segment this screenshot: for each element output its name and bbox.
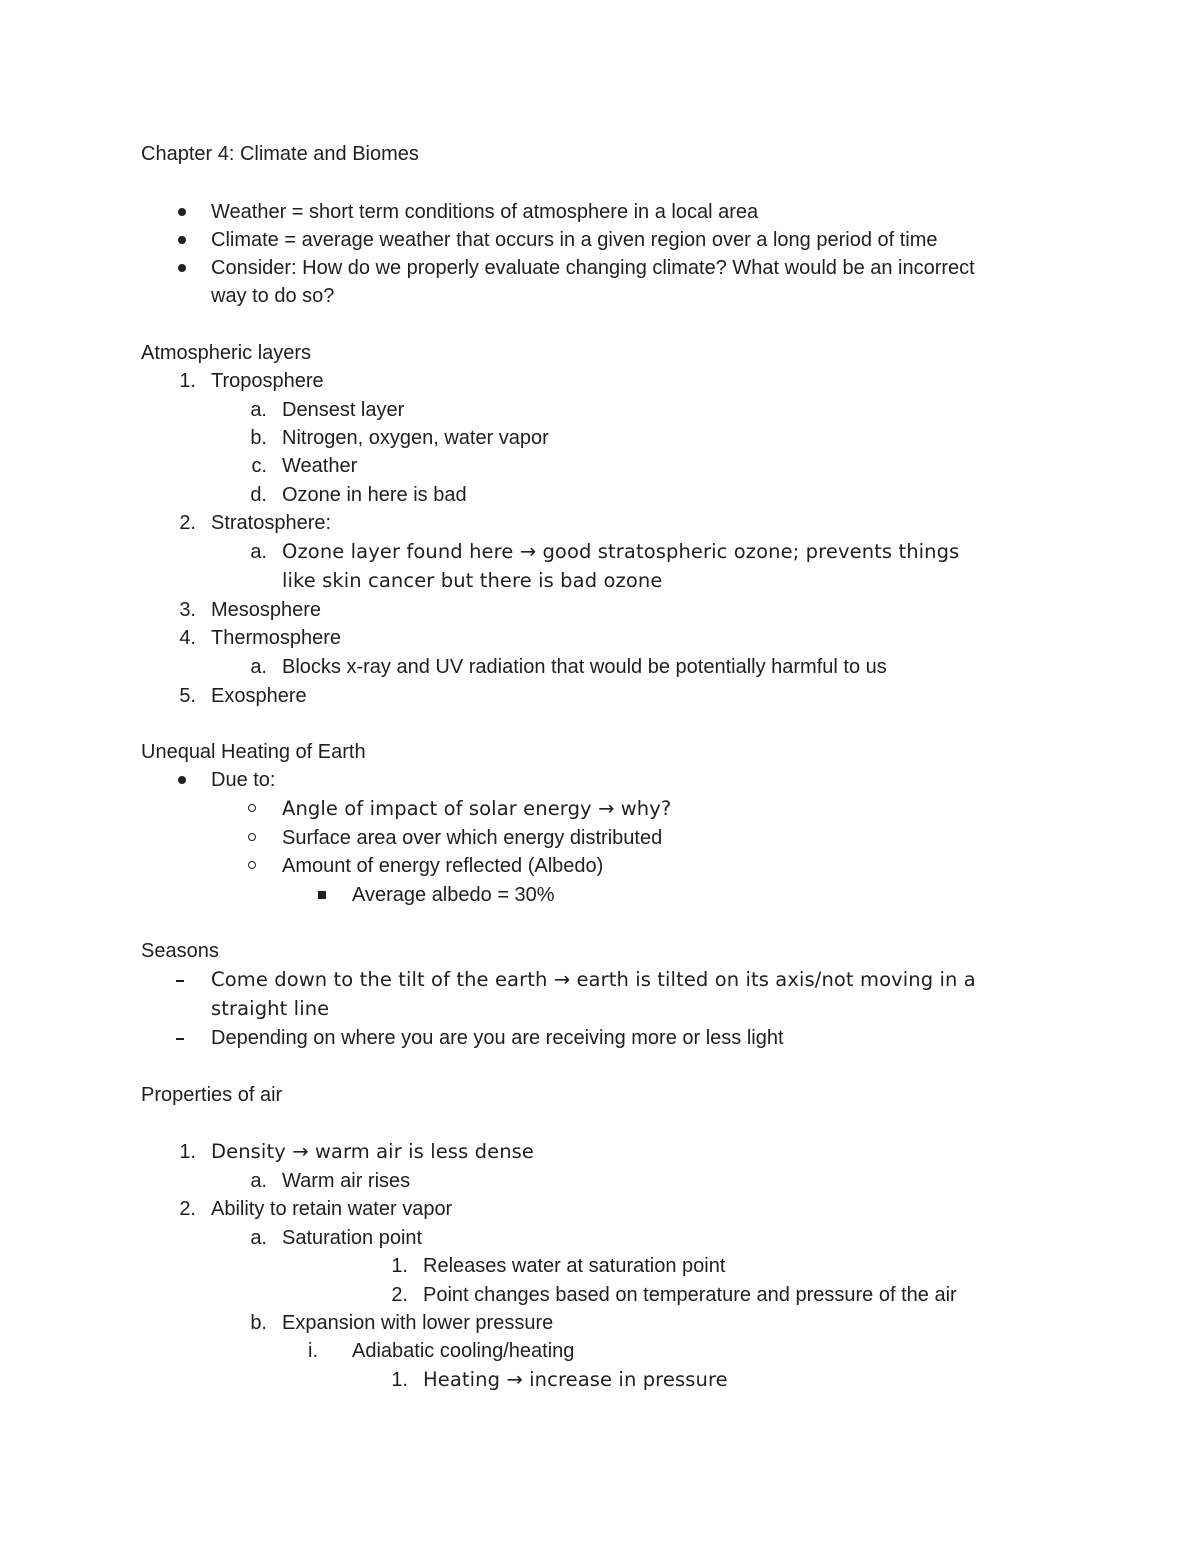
- section-heading-air: Properties of air: [141, 1084, 283, 1106]
- heating-factor: Amount of energy reflected (Albedo): [282, 855, 604, 877]
- seasons-item: Depending on where you are you are receiving more or less light: [211, 1027, 784, 1049]
- bullet-icon: [178, 208, 186, 216]
- hollow-bullet-icon: [248, 804, 256, 812]
- list-letter: a.: [250, 399, 267, 421]
- list-roman: i.: [308, 1340, 318, 1362]
- list-number: 4.: [179, 627, 196, 649]
- intro-item: Consider: How do we properly evaluate changing climate? What would be an incorrect: [211, 257, 975, 279]
- hollow-bullet-icon: [248, 861, 256, 869]
- air-retain: Ability to retain water vapor: [211, 1198, 453, 1220]
- stratosphere-note-continuation: like skin cancer but there is bad ozone: [282, 569, 663, 592]
- thermosphere-note: Blocks x-ray and UV radiation that would be potentially harmful to us: [282, 656, 887, 678]
- square-bullet-icon: [318, 891, 326, 899]
- density-note: Warm air rises: [282, 1170, 411, 1192]
- list-letter: a.: [250, 1170, 267, 1192]
- list-letter: d.: [250, 484, 267, 506]
- intro-item: Climate = average weather that occurs in a given region over a long period of time: [211, 229, 938, 251]
- list-number: 2.: [391, 1284, 408, 1306]
- heating-due: Due to:: [211, 769, 276, 791]
- bullet-icon: [178, 236, 186, 244]
- troposphere-note: Nitrogen, oxygen, water vapor: [282, 427, 549, 449]
- heating-factor: Surface area over which energy distributed: [282, 827, 663, 849]
- seasons-item: Come down to the tilt of the earth → earth is tilted on its axis/not moving in a: [211, 968, 976, 991]
- list-letter: a.: [250, 1227, 267, 1249]
- section-heading-heating: Unequal Heating of Earth: [141, 741, 366, 763]
- layer-exosphere: Exosphere: [211, 685, 307, 707]
- list-letter: a.: [250, 656, 267, 678]
- list-number: 1.: [179, 370, 196, 392]
- list-letter: c.: [251, 455, 267, 477]
- list-number: 5.: [179, 685, 196, 707]
- list-number: 1.: [391, 1255, 408, 1277]
- list-letter: b.: [250, 427, 267, 449]
- heating-pressure-note: Heating → increase in pressure: [423, 1368, 728, 1391]
- section-heading-seasons: Seasons: [141, 940, 219, 962]
- expansion-note: Expansion with lower pressure: [282, 1312, 554, 1334]
- list-number: 2.: [179, 512, 196, 534]
- intro-item-continuation: way to do so?: [211, 285, 335, 307]
- section-heading-atmospheric: Atmospheric layers: [141, 342, 312, 364]
- layer-thermosphere: Thermosphere: [211, 627, 342, 649]
- dash-bullet-icon: [176, 980, 184, 982]
- list-letter: b.: [250, 1312, 267, 1334]
- layer-stratosphere: Stratosphere:: [211, 512, 332, 534]
- layer-mesosphere: Mesosphere: [211, 599, 322, 621]
- troposphere-note: Densest layer: [282, 399, 405, 421]
- saturation-note: Point changes based on temperature and pressure of the air: [423, 1284, 957, 1306]
- albedo-note: Average albedo = 30%: [352, 884, 555, 906]
- list-number: 1.: [391, 1369, 408, 1391]
- saturation-point: Saturation point: [282, 1227, 423, 1249]
- list-number: 1.: [179, 1141, 196, 1163]
- page-title: Chapter 4: Climate and Biomes: [141, 143, 419, 165]
- dash-bullet-icon: [176, 1038, 184, 1040]
- troposphere-note: Ozone in here is bad: [282, 484, 467, 506]
- bullet-icon: [178, 264, 186, 272]
- saturation-note: Releases water at saturation point: [423, 1255, 726, 1277]
- stratosphere-note: Ozone layer found here → good stratospheric ozone; prevents things: [282, 540, 960, 563]
- list-letter: a.: [250, 541, 267, 563]
- adiabatic-note: Adiabatic cooling/heating: [352, 1340, 575, 1362]
- troposphere-note: Weather: [282, 455, 358, 477]
- layer-troposphere: Troposphere: [211, 370, 324, 392]
- list-number: 3.: [179, 599, 196, 621]
- bullet-icon: [178, 776, 186, 784]
- list-number: 2.: [179, 1198, 196, 1220]
- heating-factor: Angle of impact of solar energy → why?: [282, 797, 672, 820]
- seasons-item-continuation: straight line: [211, 997, 330, 1020]
- hollow-bullet-icon: [248, 833, 256, 841]
- air-density: Density → warm air is less dense: [211, 1140, 535, 1163]
- intro-item: Weather = short term conditions of atmosphere in a local area: [211, 201, 759, 223]
